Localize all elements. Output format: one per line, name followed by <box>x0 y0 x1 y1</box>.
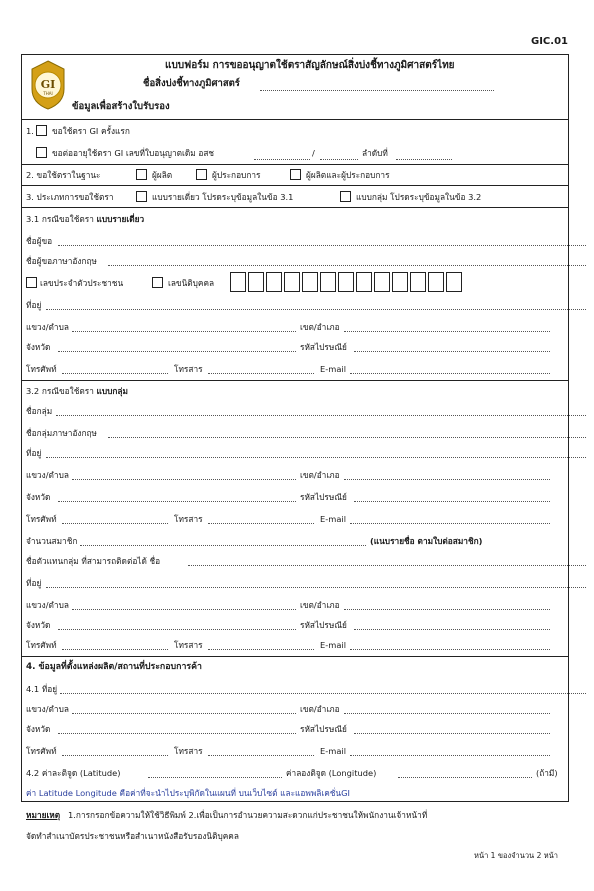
subdistrict-field[interactable] <box>72 331 296 332</box>
juristic-checkbox[interactable] <box>152 277 163 288</box>
site-fax-label: โทรสาร <box>174 746 203 756</box>
order-field[interactable] <box>396 159 452 160</box>
site-fax-field[interactable] <box>208 755 314 756</box>
form-title: แบบฟอร์ม การขออนุญาตใช้ตราสัญลักษณ์สิ่งบ่งชี้ทางภูมิศาสตร์ไทย <box>165 60 455 71</box>
email-label: E-mail <box>320 364 347 374</box>
latitude-label: 4.2 ค่าละติจูด (Latitude) <box>26 768 121 778</box>
logo-subtext: THAI <box>43 91 53 96</box>
applicant-name-field[interactable] <box>58 245 586 246</box>
group-district-field[interactable] <box>344 479 550 480</box>
site-province-field[interactable] <box>58 733 296 734</box>
site-phone-field[interactable] <box>62 755 168 756</box>
license-number-field[interactable] <box>254 159 310 160</box>
contact-fax-label: โทรสาร <box>174 640 203 650</box>
members-note: (แนบรายชื่อ ตามใบต่อสมาชิก) <box>370 536 483 546</box>
group-address-field[interactable] <box>46 457 586 458</box>
group-label: แบบกลุ่ม โปรดระบุข้อมูลในข้อ 3.2 <box>356 192 482 202</box>
id-digit-box[interactable] <box>266 272 282 292</box>
id-digit-box[interactable] <box>446 272 462 292</box>
page-number: หน้า 1 ของจำนวน 2 หน้า <box>474 851 559 860</box>
id-digit-box[interactable] <box>320 272 336 292</box>
sec1-number: 1. <box>26 126 34 136</box>
operator-checkbox[interactable] <box>196 169 207 180</box>
longitude-label: ค่าลองติจูด (Longitude) <box>286 768 377 778</box>
contact-label: ชื่อตัวแทนกลุ่ม ที่สามารถติดต่อได้ ชื่อ <box>26 556 161 566</box>
group-province-field[interactable] <box>58 501 296 502</box>
id-digit-box[interactable] <box>410 272 426 292</box>
id-digit-box[interactable] <box>284 272 300 292</box>
id-digit-box[interactable] <box>374 272 390 292</box>
group-fax-field[interactable] <box>208 523 314 524</box>
site-email-field[interactable] <box>350 755 550 756</box>
id-digit-box[interactable] <box>338 272 354 292</box>
group-name-label: ชื่อกลุ่ม <box>26 406 53 416</box>
group-subdistrict-label: แขวง/ตำบล <box>26 470 69 480</box>
divider <box>22 207 568 208</box>
individual-checkbox[interactable] <box>136 191 147 202</box>
first-time-label: ขอใช้ตรา GI ครั้งแรก <box>52 126 130 136</box>
contact-phone-label: โทรศัพท์ <box>26 640 57 650</box>
divider <box>22 119 568 120</box>
phone-field[interactable] <box>62 373 168 374</box>
site-postcode-field[interactable] <box>354 733 550 734</box>
producer-operator-checkbox[interactable] <box>290 169 301 180</box>
province-label: จังหวัด <box>26 342 51 352</box>
group-district-label: เขต/อำเภอ <box>300 470 340 480</box>
id-card-checkbox[interactable] <box>26 277 37 288</box>
contact-postcode-field[interactable] <box>354 629 550 630</box>
sec31-heading: 3.1 กรณีขอใช้ตรา แบบรายเดี่ยว <box>26 214 145 224</box>
contact-phone-field[interactable] <box>62 649 168 650</box>
remark-text: 1.การกรอกข้อความให้ใช้วิธีพิมพ์ 2.เพื่อเป็นการอำนวยความสะดวกแก่ประชาชนให้พนักงานเจ้าหน้าที่ <box>68 810 428 820</box>
applicant-name-en-field[interactable] <box>108 265 586 266</box>
id-digit-box[interactable] <box>230 272 246 292</box>
form-frame <box>21 54 569 802</box>
district-field[interactable] <box>344 331 550 332</box>
id-digit-box[interactable] <box>356 272 372 292</box>
gi-thai-logo-icon <box>28 59 68 111</box>
sec4-heading: 4. ข้อมูลที่ตั้งแหล่งผลิต/สถานที่ประกอบการค้า <box>26 662 202 672</box>
group-phone-field[interactable] <box>62 523 168 524</box>
contact-postcode-label: รหัสไปรษณีย์ <box>300 620 347 630</box>
order-label: ลำดับที่ <box>362 148 388 158</box>
divider <box>22 380 568 381</box>
fax-label: โทรสาร <box>174 364 203 374</box>
remark-label: หมายเหตุ <box>26 810 61 820</box>
form-code: GIC.01 <box>531 36 568 47</box>
contact-province-field[interactable] <box>58 629 296 630</box>
contact-subdistrict-label: แขวง/ตำบล <box>26 600 69 610</box>
group-name-field[interactable] <box>56 415 586 416</box>
contact-subdistrict-field[interactable] <box>72 609 296 610</box>
longitude-field[interactable] <box>398 777 532 778</box>
phone-label: โทรศัพท์ <box>26 364 57 374</box>
divider <box>22 185 568 186</box>
postcode-label: รหัสไปรษณีย์ <box>300 342 347 352</box>
group-postcode-label: รหัสไปรษณีย์ <box>300 492 347 502</box>
province-field[interactable] <box>58 351 296 352</box>
site-email-label: E-mail <box>320 746 347 756</box>
id-card-label: เลขประจำตัวประชาชน <box>40 278 124 288</box>
individual-label: แบบรายเดี่ยว โปรดระบุข้อมูลในข้อ 3.1 <box>152 192 294 202</box>
contact-district-field[interactable] <box>344 609 550 610</box>
district-label: เขต/อำเภอ <box>300 322 340 332</box>
site-district-label: เขต/อำเภอ <box>300 704 340 714</box>
applicant-name-en-label: ชื่อผู้ขอภาษาอังกฤษ <box>26 256 97 266</box>
applicant-name-label: ชื่อผู้ขอ <box>26 236 53 246</box>
group-checkbox[interactable] <box>340 191 351 202</box>
site-postcode-label: รหัสไปรษณีย์ <box>300 724 347 734</box>
id-digit-box[interactable] <box>392 272 408 292</box>
contact-field[interactable] <box>188 565 586 566</box>
contact-district-label: เขต/อำเภอ <box>300 600 340 610</box>
site-district-field[interactable] <box>344 713 550 714</box>
producer-label: ผู้ผลิต <box>152 170 173 180</box>
site-address-label: 4.1 ที่อยู่ <box>26 684 58 694</box>
contact-address-label: ที่อยู่ <box>26 578 42 588</box>
group-email-label: E-mail <box>320 514 347 524</box>
producer-operator-label: ผู้ผลิตและผู้ประกอบการ <box>306 170 390 180</box>
gi-name-label: ชื่อสิ่งบ่งชี้ทางภูมิศาสตร์ <box>143 78 240 89</box>
postcode-field[interactable] <box>354 351 550 352</box>
cert-info-label: ข้อมูลเพื่อสร้างใบรับรอง <box>72 101 170 112</box>
id-digit-box[interactable] <box>428 272 444 292</box>
group-email-field[interactable] <box>350 523 550 524</box>
slash-text: / <box>312 148 315 158</box>
site-subdistrict-label: แขวง/ตำบล <box>26 704 69 714</box>
address-label: ที่อยู่ <box>26 300 42 310</box>
first-time-checkbox[interactable] <box>36 125 47 136</box>
operator-label: ผู้ประกอบการ <box>212 170 261 180</box>
group-phone-label: โทรศัพท์ <box>26 514 57 524</box>
juristic-label: เลขนิติบุคคล <box>168 278 215 288</box>
sec3-label: 3. ประเภทการขอใช้ตรา <box>26 192 114 202</box>
license-year-field[interactable] <box>320 159 358 160</box>
contact-fax-field[interactable] <box>208 649 314 650</box>
contact-province-label: จังหวัด <box>26 620 51 630</box>
site-phone-label: โทรศัพท์ <box>26 746 57 756</box>
sec2-label: 2. ขอใช้ตราในฐานะ <box>26 170 101 180</box>
fax-field[interactable] <box>208 373 314 374</box>
logo-text: GI <box>40 78 56 91</box>
contact-address-field[interactable] <box>46 587 586 588</box>
group-fax-label: โทรสาร <box>174 514 203 524</box>
coordinates-note: ค่า Latitude Longitude คือค่าที่จะนำไประบุพิกัดในแผนที่ บนเว็บไซต์ และแอพพลิเคชั่นGI <box>26 788 350 798</box>
members-field[interactable] <box>80 545 366 546</box>
contact-email-label: E-mail <box>320 640 347 650</box>
divider <box>22 164 568 165</box>
id-digit-box[interactable] <box>302 272 318 292</box>
divider <box>22 656 568 657</box>
group-subdistrict-field[interactable] <box>72 479 296 480</box>
site-subdistrict-field[interactable] <box>72 713 296 714</box>
site-province-label: จังหวัด <box>26 724 51 734</box>
group-postcode-field[interactable] <box>354 501 550 502</box>
gi-name-field[interactable] <box>260 90 494 91</box>
renew-label: ขอต่ออายุใช้ตรา GI เลขที่ใบอนุญาตเดิม อสช <box>52 148 215 158</box>
group-name-en-label: ชื่อกลุ่มภาษาอังกฤษ <box>26 428 97 438</box>
sec32-heading: 3.2 กรณีขอใช้ตรา แบบกลุ่ม <box>26 386 128 396</box>
latitude-field[interactable] <box>148 777 282 778</box>
site-address-field[interactable] <box>60 693 586 694</box>
group-name-en-field[interactable] <box>108 437 586 438</box>
group-address-label: ที่อยู่ <box>26 448 42 458</box>
optional-label: (ถ้ามี) <box>536 768 558 778</box>
id-digit-box[interactable] <box>248 272 264 292</box>
contact-email-field[interactable] <box>350 649 550 650</box>
producer-checkbox[interactable] <box>136 169 147 180</box>
subdistrict-label: แขวง/ตำบล <box>26 322 69 332</box>
address-field[interactable] <box>46 309 586 310</box>
members-label: จำนวนสมาชิก <box>26 536 78 546</box>
group-province-label: จังหวัด <box>26 492 51 502</box>
remark-line2: จัดทำสำเนาบัตรประชาชนหรือสำเนาหนังสือรับรองนิติบุคคล <box>26 831 239 841</box>
email-field[interactable] <box>350 373 550 374</box>
renew-checkbox[interactable] <box>36 147 47 158</box>
